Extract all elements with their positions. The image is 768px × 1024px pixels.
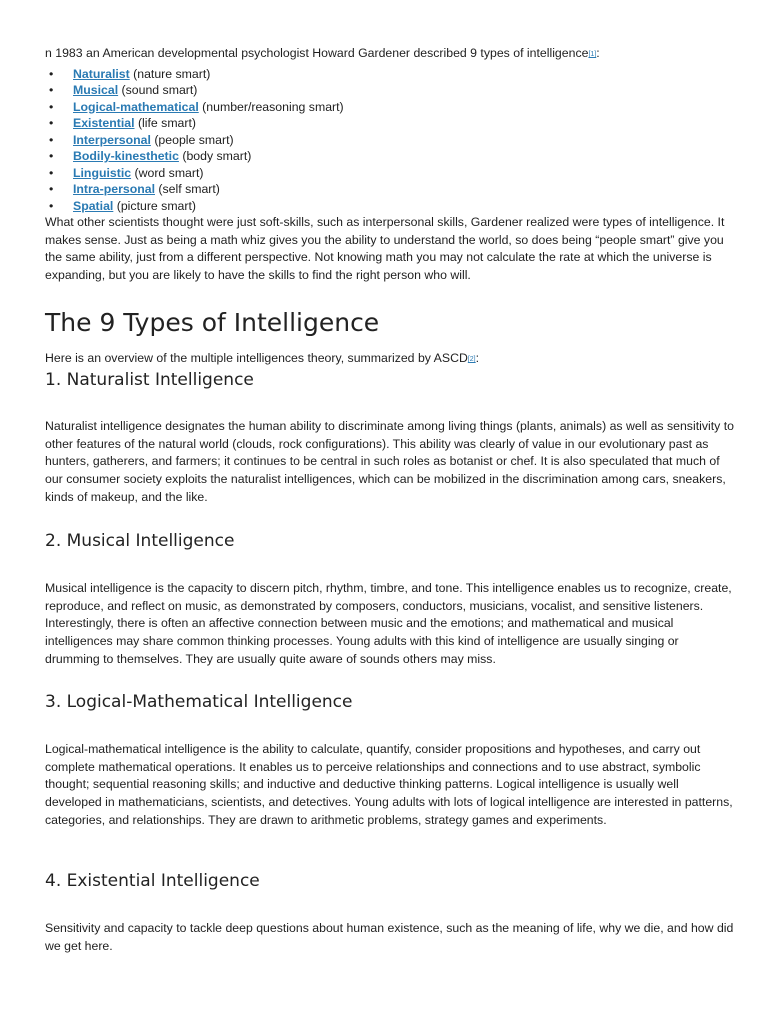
section-heading-naturalist: 1. Naturalist Intelligence	[45, 370, 254, 390]
type-link-interpersonal[interactable]: Interpersonal	[73, 132, 151, 147]
intro-block	[45, 45, 735, 285]
type-link-bodily-kinesthetic[interactable]: Bodily-kinesthetic	[73, 149, 179, 163]
overview-sentence: Here is an overview of the multiple intelligences theory, summarized by ASCD[2]:	[45, 351, 480, 365]
section-heading-logical-mathematical: 3. Logical-Mathematical Intelligence	[45, 692, 353, 712]
type-link-naturalist[interactable]: Naturalist	[73, 66, 130, 81]
list-item: • Logical-mathematical (number/reasoning smart)	[45, 99, 735, 116]
section-body-existential: Sensitivity and capacity to tackle deep questions about human existence, such as the meaning of life, why we die, and how did we get here.	[45, 921, 734, 953]
list-item: • Interpersonal (people smart)	[45, 132, 735, 149]
intro-sentence: n 1983 an American developmental psychologist Howard Gardener described 9 types of intelligence[1]:	[45, 46, 600, 60]
list-item: • Musical (sound smart)	[45, 82, 735, 99]
list-item: • Naturalist (nature smart)	[45, 66, 735, 83]
section-heading-musical: 2. Musical Intelligence	[45, 531, 235, 551]
intro-paragraph: What other scientists thought were just soft-skills, such as interpersonal skills, Gardener realized were types of intelligence. It makes sense. Just as being a math whiz gives you the ability to understand the world, so does being “people smart” give you the same ability, just from a different perspective. Not knowing math you may not calculate the rate at which the universe is expanding, but you are likely to have the skills to find the right person who will.	[45, 215, 725, 283]
citation-link-1[interactable]: [1]	[588, 51, 597, 58]
list-item: • Bodily-kinesthetic (body smart)	[45, 148, 735, 165]
type-link-spatial[interactable]: Spatial	[73, 198, 114, 213]
type-link-existential[interactable]: Existential	[73, 116, 135, 130]
type-link-linguistic[interactable]: Linguistic	[73, 165, 132, 180]
page-title: The 9 Types of Intelligence	[45, 308, 380, 337]
section-heading-existential: 4. Existential Intelligence	[45, 871, 260, 891]
section-body-musical: Musical intelligence is the capacity to discern pitch, rhythm, timbre, and tone. This intelligence enables us to recognize, create, reproduce, and reflect on music, as demonstrated by composers, conductors, musicians, vocalist, and sensitive listeners. Interestingly, there is often an affective connection between music and the emotions; and mathematical and musical intelligences may share common thinking processes. Young adults with this kind of intelligence are usually singing or drumming to themselves. They are usually quite aware of sounds others may miss.	[45, 581, 732, 666]
list-item: • Linguistic (word smart)	[45, 165, 735, 182]
citation-link-2[interactable]: [2]	[467, 356, 476, 363]
section-body-logical-mathematical: Logical-mathematical intelligence is the ability to calculate, quantify, consider propositions and hypotheses, and carry out complete mathematical operations. It enables us to perceive relationships and connections and to use abstract, symbolic thought; sequential reasoning skills; and inductive and deductive thinking patterns. Logical intelligence is usually well developed in mathematicians, scientists, and detectives. Young adults with lots of logical intelligence are interested in patterns, categories, and relationships. They are drawn to arithmetic problems, strategy games and experiments.	[45, 742, 733, 827]
type-link-logical-mathematical[interactable]: Logical-mathematical	[73, 99, 199, 114]
list-item: • Intra-personal (self smart)	[45, 181, 735, 198]
type-link-intra-personal[interactable]: Intra-personal	[73, 182, 155, 196]
list-item: • Existential (life smart)	[45, 115, 735, 132]
list-item: • Spatial (picture smart)	[45, 198, 735, 215]
intelligence-types-list	[45, 66, 735, 215]
section-body-naturalist: Naturalist intelligence designates the human ability to discriminate among living things (plants, animals) as well as sensitivity to other features of the natural world (clouds, rock configurations). This ability was clearly of value in our evolutionary past as hunters, gatherers, and farmers; it continues to be central in such roles as botanist or chef. It is also speculated that much of our consumer society exploits the naturalist intelligences, which can be mobilized in the discrimination among cars, sneakers, kinds of makeup, and the like.	[45, 419, 734, 504]
type-link-musical[interactable]: Musical	[73, 83, 119, 97]
